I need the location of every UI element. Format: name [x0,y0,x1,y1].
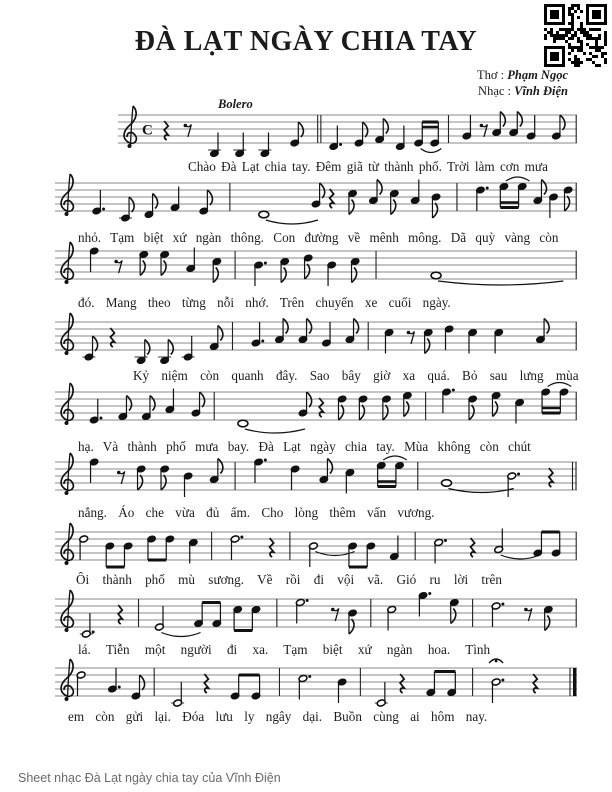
qr-module [568,37,571,40]
qr-module [598,37,601,40]
treble-clef-icon [128,144,132,148]
note-flag [352,268,357,283]
qr-module [574,58,577,61]
treble-clef-icon [65,561,69,565]
note-flag [218,326,223,341]
qr-module [592,46,595,49]
qr-module [559,37,562,40]
treble-clef-icon [65,697,69,701]
qr-module [571,46,574,49]
qr-module [562,34,565,37]
qr-module [598,64,601,67]
quarter-rest [400,674,404,693]
treble-clef-icon [68,313,71,352]
quarter-rest [204,674,208,693]
eighth-rest [408,332,414,345]
lyric-line-5: hạ. Và thành phố mưa bay. Đà Lạt ngày chia tay. Mùa không còn chút [78,439,531,454]
augmentation-dot [444,539,447,542]
qr-module [568,46,571,49]
qr-module [592,10,601,19]
qr-module [568,28,571,31]
qr-module [589,58,592,61]
note-flag [541,180,546,195]
note-flag [425,339,430,354]
qr-module [550,10,559,19]
treble-clef-icon [65,280,69,284]
qr-module [553,34,556,37]
qr-module [544,37,547,40]
note-flag [404,402,409,417]
qr-code-icon [544,4,607,67]
qr-module [598,28,601,31]
qr-module [571,19,574,22]
note-flag [281,268,286,283]
augmentation-dot [517,473,520,476]
qr-module [601,55,604,58]
qr-module [574,10,577,13]
final-barline [573,668,577,696]
tie [245,429,305,433]
qr-module [598,46,601,49]
staff-system-1 [118,91,577,165]
qr-module [571,25,574,28]
quarter-rest [319,398,323,417]
augmentation-dot [92,631,95,634]
qr-module [568,52,571,55]
qr-module [574,61,577,64]
qr-module [559,28,562,31]
qr-module [571,61,574,64]
qr-module [583,34,586,37]
qr-module [547,31,550,34]
quarter-rest [164,121,168,140]
note-flag [218,459,223,474]
notehead [259,211,269,218]
qr-module [604,52,607,55]
augmentation-dot [261,340,264,343]
augmentation-dot [306,599,309,602]
note-flag [150,396,155,411]
qr-module [580,49,583,52]
footer-caption: Sheet nhạc Đà Lạt ngày chia tay của Vĩnh Điện [18,771,281,785]
qr-module [565,28,568,31]
qr-module [595,37,598,40]
tie [266,220,318,224]
qr-module [601,46,604,49]
lyric-line-3: đó. Mang theo từng nỗi nhớ. Trên chuyến xe cuối ngày. [78,295,451,310]
page-title: ĐÀ LẠT NGÀY CHIA TAY [134,26,478,57]
note-flag [153,194,158,209]
quarter-rest [270,538,274,557]
augmentation-dot [339,143,342,146]
qr-module [550,52,559,61]
qr-module [580,22,583,25]
qr-module [592,37,595,40]
qr-module [577,46,580,49]
quarter-rest [110,328,114,347]
qr-module [592,28,595,31]
qr-module [574,64,577,67]
qr-module [589,46,592,49]
poem-label: Thơ : [477,68,505,82]
treble-clef-icon [131,106,134,145]
note-flag [126,396,131,411]
qr-module [577,4,580,7]
augmentation-dot [452,389,455,392]
qr-module [571,22,574,25]
music-label: Nhạc : [478,84,512,98]
qr-module [568,13,571,16]
augmentation-dot [486,187,489,190]
augmentation-dot [240,536,243,539]
qr-module [580,43,583,46]
qr-module [544,34,547,37]
eighth-rest [116,261,122,274]
qr-module [604,34,607,37]
qr-module [568,22,571,25]
qr-module [577,61,580,64]
qr-module [604,61,607,64]
lyric-line-7: Ôi thành phố mù sương. Về rồi đi vội vã. Gió ru lời trên [76,572,502,587]
eighth-rest [481,125,487,138]
tie [383,456,406,460]
augmentation-dot [118,686,121,689]
lyric-line-8: lá. Tiễn một người đi xa. Tạm biệt xứ ngàn hoa. Tình [78,642,491,657]
qr-module [592,61,595,64]
qr-module [595,64,598,67]
augmentation-dot [501,603,504,606]
note-flag [307,319,312,334]
qr-module [589,28,592,31]
note-flag [140,261,145,276]
qr-module [586,31,589,34]
qr-module [604,31,607,34]
qr-module [574,34,577,37]
qr-module [595,46,598,49]
poem-author: Phạm Ngọc [507,68,568,82]
qr-module [604,43,607,46]
qr-module [574,4,577,7]
qr-module [568,10,571,13]
qr-module [583,31,586,34]
qr-module [595,49,598,52]
quarter-rest [330,189,334,208]
note-flag [545,616,550,631]
note-flag [377,180,382,195]
treble-clef-icon [65,491,69,495]
qr-module [595,28,598,31]
qr-module [571,37,574,40]
lyric-line-9: em còn gửi lại. Đóa lưu ly ngây dại. Buồn cùng ai hôm nay. [68,709,488,724]
qr-module [598,49,601,52]
qr-module [577,7,580,10]
qr-module [604,58,607,61]
qr-module [580,10,583,13]
qr-module [577,28,580,31]
augmentation-dot [102,208,105,211]
qr-module [550,31,553,34]
eighth-rest [526,609,532,622]
qr-module [553,40,556,43]
treble-clef-icon [68,242,71,281]
lyric-line-6: nắng. Áo che vừa đủ ấm. Cho lòng thêm vấn vương. [78,505,435,520]
tie [506,177,529,181]
qr-module [577,64,580,67]
note-flag [283,319,288,334]
eighth-rest [119,472,125,485]
tie [421,149,442,153]
note-flag [451,609,456,624]
quarter-rest [533,674,537,693]
notehead [238,420,248,427]
quarter-rest [471,538,475,557]
qr-module [589,37,592,40]
treble-clef-icon [68,383,71,422]
treble-clef-icon [68,453,71,492]
qr-module [604,40,607,43]
treble-clef-icon [68,174,71,213]
qr-module [562,37,565,40]
qr-module [568,7,571,10]
qr-module [592,55,595,58]
note-flag [500,112,505,127]
lyric-line-1: Chào Đà Lạt chia tay. Đêm giã từ thành phố. Trời làm cơn mưa [188,159,548,174]
time-signature: C [142,122,153,139]
note-flag [168,340,173,355]
qr-module [568,31,571,34]
qr-module [556,31,559,34]
qr-module [556,37,559,40]
qr-module [553,37,556,40]
note-flag [213,268,218,283]
note-flag [492,402,497,417]
qr-module [568,43,571,46]
qr-module [574,46,577,49]
qr-module [550,34,553,37]
qr-module [565,40,568,43]
qr-module [562,28,565,31]
music-author: Vĩnh Điện [514,84,568,98]
qr-module [595,43,598,46]
treble-clef-icon [65,421,69,425]
qr-module [544,28,547,31]
qr-module [577,58,580,61]
qr-module [565,34,568,37]
qr-module [604,37,607,40]
qr-module [586,43,589,46]
fermata-icon [495,660,498,663]
notehead [442,480,452,487]
qr-module [577,49,580,52]
tie [501,555,540,559]
qr-module [571,28,574,31]
augmentation-dot [264,459,267,462]
lyric-line-4: Kỷ niệm còn quanh đây. Sao bây giờ xa quá. Bỏ sau lưng mùa [133,368,579,383]
qr-module [586,58,589,61]
treble-clef-icon [68,659,71,698]
tie [438,281,563,285]
qr-module [580,40,583,43]
tie [161,633,200,637]
note-flag [327,459,332,474]
qr-module [571,16,574,19]
notehead [431,272,441,279]
qr-module [589,52,592,55]
treble-clef-icon [65,351,69,355]
note-flag [383,119,388,134]
qr-module [580,46,583,49]
lyric-line-2: nhỏ. Tạm biệt xứ ngàn thông. Con đường về mênh mông. Dã quỳ vàng còn [78,230,559,245]
quarter-rest [118,605,122,624]
qr-module [559,34,562,37]
qr-module [595,55,598,58]
note-flag [354,319,359,334]
poem-credit [477,67,568,83]
note-flag [544,319,549,334]
qr-module [574,31,577,34]
qr-module [571,49,574,52]
qr-module [577,37,580,40]
qr-module [556,34,559,37]
qr-module [595,40,598,43]
treble-clef-icon [68,523,71,562]
qr-module [586,37,589,40]
qr-module [571,7,574,10]
augmentation-dot [428,592,431,595]
quarter-rest [549,468,553,487]
eighth-rest [333,609,339,622]
treble-clef-icon [65,212,69,216]
augmentation-dot [264,262,267,265]
tempo-marking: Bolero [218,97,253,111]
qr-module [577,16,580,19]
eighth-rest [185,125,191,138]
qr-module [550,28,553,31]
treble-clef-icon [65,628,69,632]
qr-module [565,31,568,34]
qr-module [589,34,592,37]
qr-module [583,52,586,55]
qr-module [580,61,583,64]
qr-module [580,28,583,31]
qr-module [580,25,583,28]
note-flag [391,200,396,215]
note-flag [145,340,150,355]
qr-module [580,31,583,34]
augmentation-dot [501,679,504,682]
qr-module [601,52,604,55]
qr-module [577,40,580,43]
note-flag [517,112,522,127]
qr-module [583,28,586,31]
augmentation-dot [308,675,311,678]
note-flag [349,200,354,215]
treble-clef-icon [68,590,71,629]
augmentation-dot [99,417,102,420]
qr-module [571,13,574,16]
note-flag [161,261,166,276]
qr-module [568,58,571,61]
qr-module [574,55,577,58]
qr-module [571,4,574,7]
qr-module [586,34,589,37]
qr-module [571,34,574,37]
qr-module [598,34,601,37]
